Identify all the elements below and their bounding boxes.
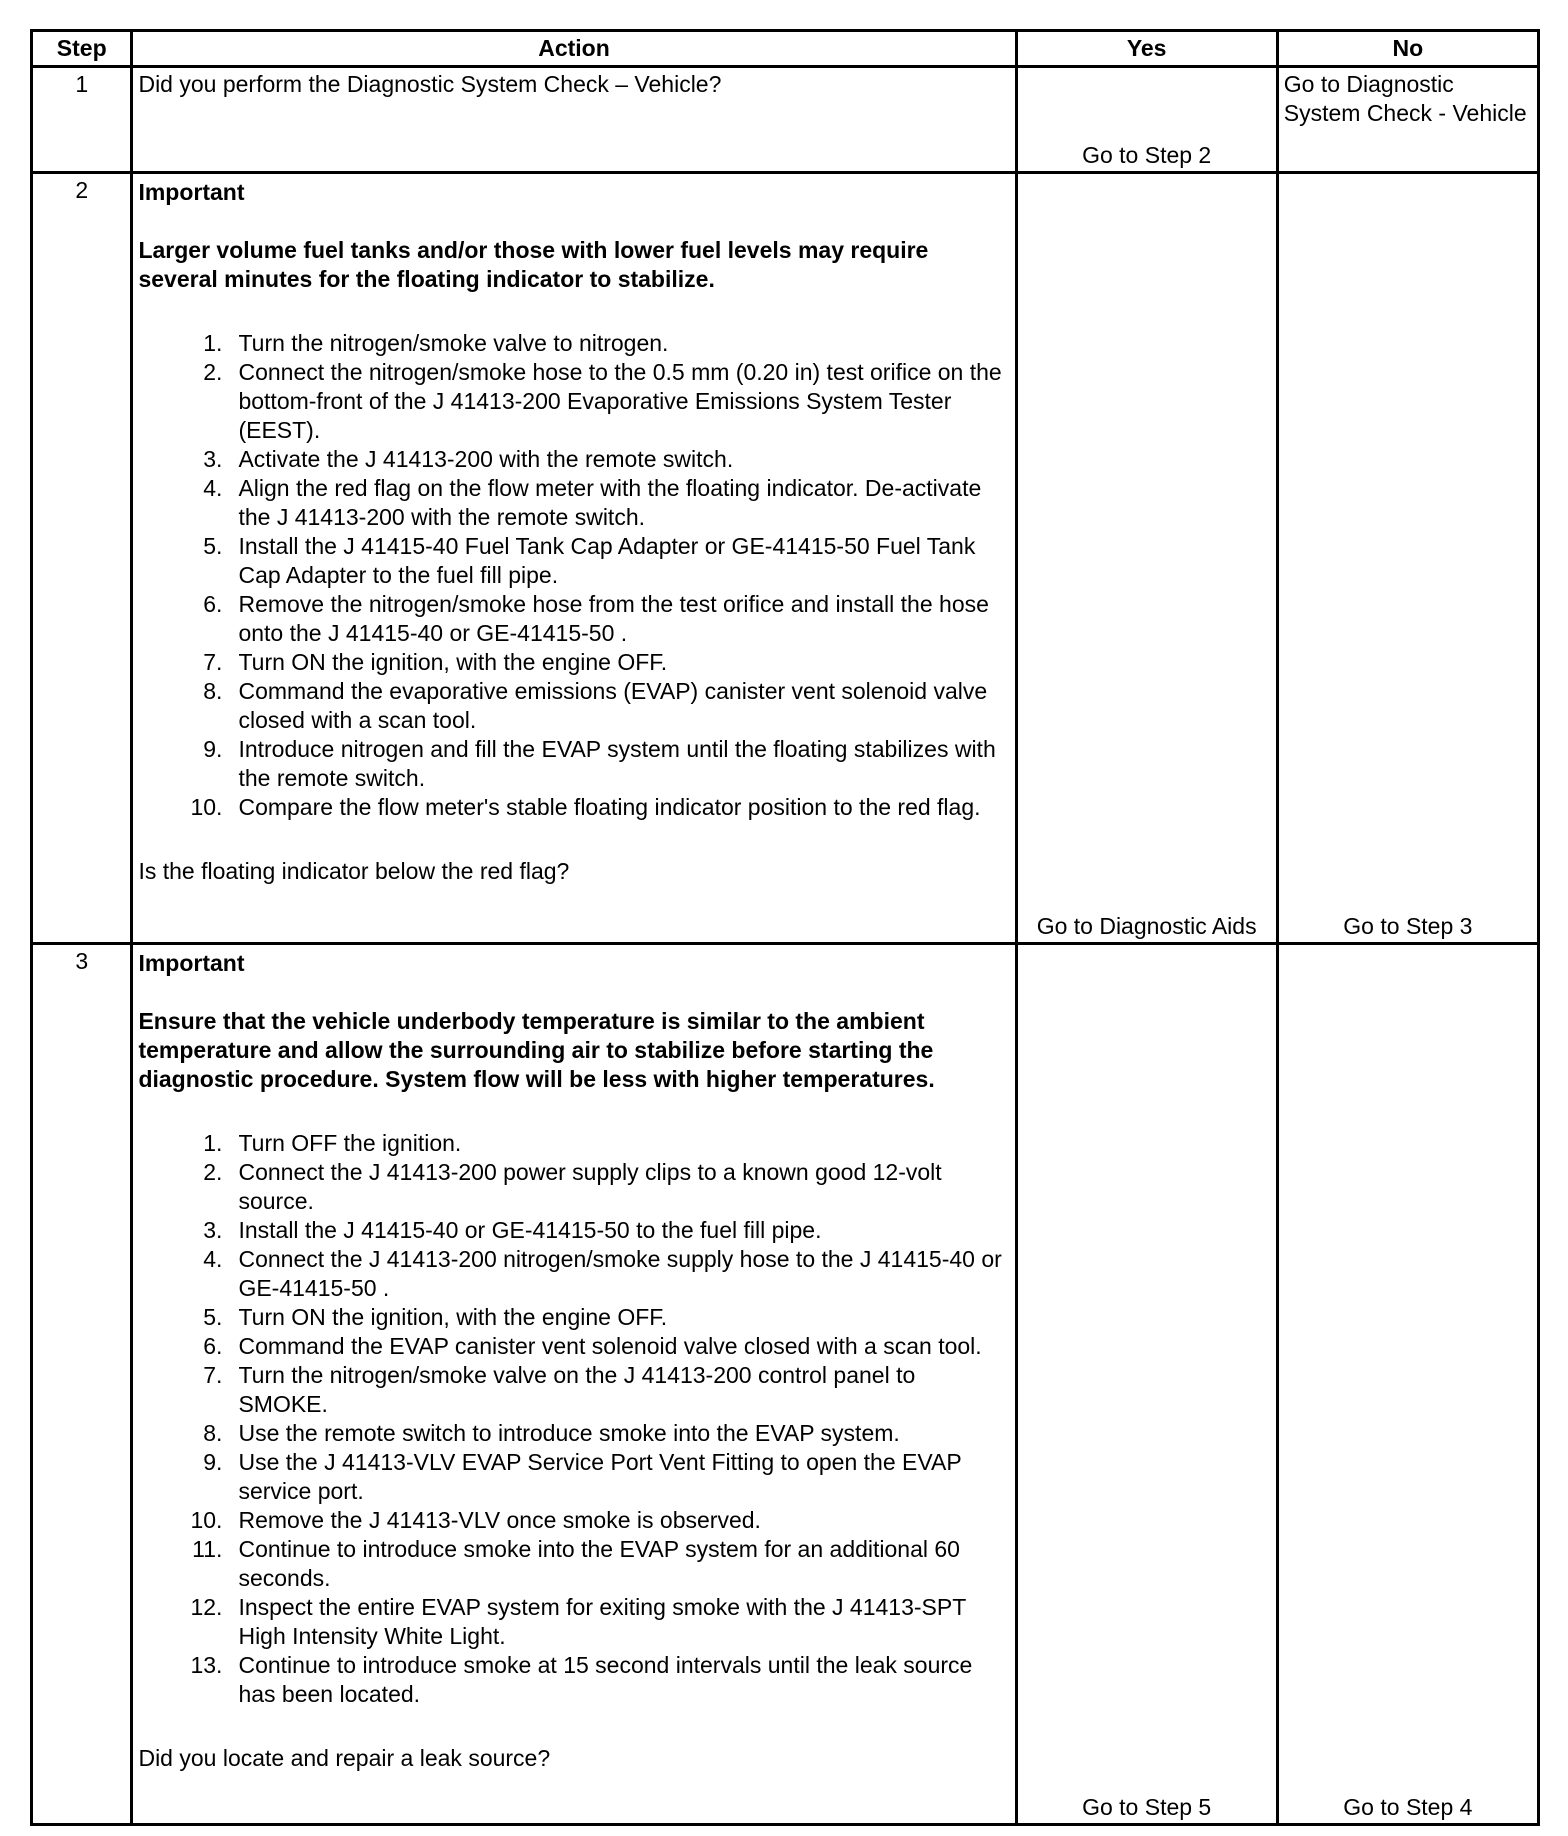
yes-answer: Go to Step 5 <box>1082 1794 1212 1820</box>
item-number: 10. <box>190 1507 223 1533</box>
important-heading: Important <box>138 950 245 976</box>
list-item <box>138 1303 1009 1332</box>
action-cell <box>132 173 1016 944</box>
item-number: 7. <box>203 1362 223 1388</box>
item-text: Introduce nitrogen and fill the EVAP system until the floating stabilizes with the remote switch. <box>238 736 996 791</box>
item-number: 10. <box>190 794 223 820</box>
yes-cell <box>1016 67 1277 173</box>
header-row <box>32 31 1539 67</box>
table-row <box>32 67 1539 173</box>
item-number: 1. <box>203 1130 223 1156</box>
item-text: Connect the nitrogen/smoke hose to the 0.5 mm (0.20 in) test orifice on the bottom-front of the J 41413-200 Evaporative Emissions System Tester (EEST). <box>238 359 1002 443</box>
item-number: 8. <box>203 1420 223 1446</box>
list-item <box>138 1361 1009 1419</box>
item-number: 3. <box>203 1217 223 1243</box>
item-number: 9. <box>203 1449 223 1475</box>
action-cell <box>132 944 1016 1825</box>
item-text: Connect the J 41413-200 power supply clips to a known good 12-volt source. <box>238 1159 942 1214</box>
list-item <box>138 1535 1009 1593</box>
item-text: Install the J 41415-40 Fuel Tank Cap Adapter or GE-41415-50 Fuel Tank Cap Adapter to the fuel fill pipe. <box>238 533 976 588</box>
important-note: Ensure that the vehicle underbody temperature is similar to the ambient temperature and allow the surrounding air to stabilize before starting the diagnostic procedure. System flow will be less with higher temperatures. <box>138 1008 935 1092</box>
item-number: 8. <box>203 678 223 704</box>
question-text: Did you perform the Diagnostic System Check – Vehicle? <box>138 71 722 97</box>
list-item <box>138 793 1009 822</box>
no-cell <box>1277 67 1538 173</box>
item-number: 11. <box>192 1536 223 1562</box>
question-text: Is the floating indicator below the red flag? <box>138 858 570 884</box>
yes-answer: Go to Diagnostic Aids <box>1036 913 1257 939</box>
action-cell <box>132 67 1016 173</box>
no-answer: Go to Step 4 <box>1343 1794 1473 1820</box>
important-note: Larger volume fuel tanks and/or those with lower fuel levels may require several minutes for the floating indicator to stabilize. <box>138 237 929 292</box>
header-no: No <box>1277 31 1538 67</box>
item-number: 12. <box>190 1594 223 1620</box>
item-text: Connect the J 41413-200 nitrogen/smoke supply hose to the J 41415-40 or GE-41415-50 . <box>238 1246 1002 1301</box>
header-step: Step <box>32 31 132 67</box>
step-number: 1 <box>32 67 132 173</box>
item-text: Turn ON the ignition, with the engine OFF. <box>238 649 668 675</box>
no-answer: Go to Diagnostic System Check - Vehicle <box>1283 71 1527 126</box>
no-answer: Go to Step 3 <box>1343 913 1473 939</box>
list-item <box>138 1448 1009 1506</box>
item-text: Continue to introduce smoke at 15 second intervals until the leak source has been located. <box>238 1652 973 1707</box>
item-number: 1. <box>203 330 223 356</box>
item-number: 5. <box>203 533 223 559</box>
item-text: Command the EVAP canister vent solenoid valve closed with a scan tool. <box>238 1333 982 1359</box>
item-text: Command the evaporative emissions (EVAP) canister vent solenoid valve closed with a scan tool. <box>238 678 988 733</box>
step-number: 3 <box>32 944 132 1825</box>
item-text: Turn the nitrogen/smoke valve on the J 41413-200 control panel to SMOKE. <box>238 1362 916 1417</box>
list-item <box>138 735 1009 793</box>
item-number: 2. <box>203 1159 223 1185</box>
item-text: Inspect the entire EVAP system for exiting smoke with the J 41413-SPT High Intensity White Light. <box>238 1594 966 1649</box>
item-text: Activate the J 41413-200 with the remote switch. <box>238 446 734 472</box>
item-number: 6. <box>203 591 223 617</box>
list-item <box>138 445 1009 474</box>
list-item <box>138 1593 1009 1651</box>
item-text: Turn ON the ignition, with the engine OFF. <box>238 1304 668 1330</box>
no-cell <box>1277 173 1538 944</box>
important-heading: Important <box>138 179 245 205</box>
item-text: Align the red flag on the flow meter with the floating indicator. De-activate the J 41413-200 with the remote switch. <box>238 475 982 530</box>
item-number: 13. <box>190 1652 223 1678</box>
list-item <box>138 358 1009 445</box>
item-text: Remove the nitrogen/smoke hose from the test orifice and install the hose onto the J 41415-40 or GE-41415-50 . <box>238 591 989 646</box>
item-number: 3. <box>203 446 223 472</box>
item-text: Use the J 41413-VLV EVAP Service Port Vent Fitting to open the EVAP service port. <box>238 1449 962 1504</box>
item-text: Turn OFF the ignition. <box>238 1130 462 1156</box>
instruction-list <box>138 1129 1009 1709</box>
item-text: Install the J 41415-40 or GE-41415-50 to the fuel fill pipe. <box>238 1217 822 1243</box>
table-row <box>32 173 1539 944</box>
question-text: Did you locate and repair a leak source? <box>138 1745 551 1771</box>
item-number: 9. <box>203 736 223 762</box>
table-row <box>32 944 1539 1825</box>
list-item <box>138 1216 1009 1245</box>
list-item <box>138 648 1009 677</box>
item-text: Continue to introduce smoke into the EVAP system for an additional 60 seconds. <box>238 1536 960 1591</box>
item-number: 7. <box>203 649 223 675</box>
list-item <box>138 1332 1009 1361</box>
list-item <box>138 1245 1009 1303</box>
item-number: 2. <box>203 359 223 385</box>
header-yes: Yes <box>1016 31 1277 67</box>
list-item <box>138 532 1009 590</box>
list-item <box>138 329 1009 358</box>
item-text: Use the remote switch to introduce smoke into the EVAP system. <box>238 1420 900 1446</box>
list-item <box>138 1651 1009 1709</box>
instruction-list <box>138 329 1009 822</box>
list-item <box>138 1506 1009 1535</box>
item-number: 6. <box>203 1333 223 1359</box>
yes-answer: Go to Step 2 <box>1082 142 1212 168</box>
list-item <box>138 677 1009 735</box>
list-item <box>138 1419 1009 1448</box>
item-text: Remove the J 41413-VLV once smoke is observed. <box>238 1507 761 1533</box>
yes-cell <box>1016 944 1277 1825</box>
list-item <box>138 1158 1009 1216</box>
list-item <box>138 1129 1009 1158</box>
yes-cell <box>1016 173 1277 944</box>
diagnostic-table <box>30 29 1540 1826</box>
list-item <box>138 474 1009 532</box>
header-action: Action <box>132 31 1016 67</box>
item-number: 4. <box>203 475 223 501</box>
list-item <box>138 590 1009 648</box>
item-number: 4. <box>203 1246 223 1272</box>
step-number: 2 <box>32 173 132 944</box>
item-number: 5. <box>203 1304 223 1330</box>
item-text: Turn the nitrogen/smoke valve to nitrogen. <box>238 330 669 356</box>
no-cell <box>1277 944 1538 1825</box>
item-text: Compare the flow meter's stable floating indicator position to the red flag. <box>238 794 981 820</box>
